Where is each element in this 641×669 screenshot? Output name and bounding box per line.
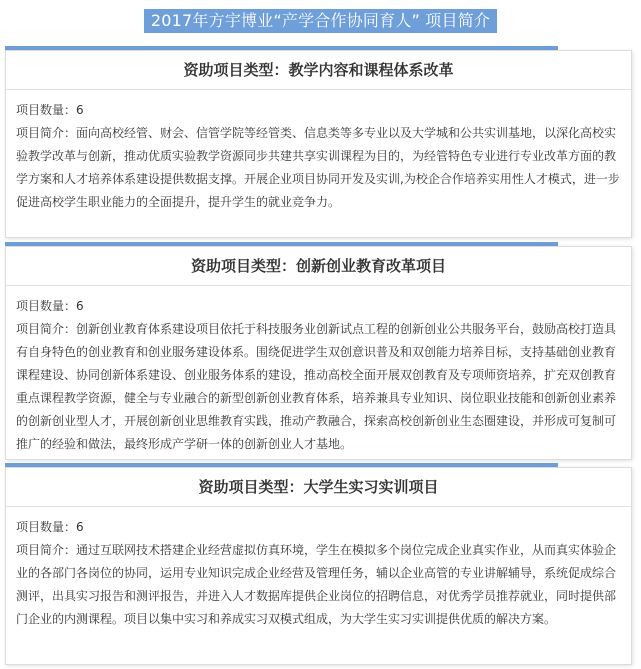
project-count-value: 6: [76, 520, 84, 534]
project-intro-label: 项目简介：: [16, 543, 77, 557]
project-intro-label: 项目简介：: [16, 126, 77, 140]
project-intro-row: [16, 318, 621, 456]
project-count-row: [16, 516, 621, 539]
section-header: 资助项目类型：教学内容和课程体系改革: [6, 51, 631, 90]
project-count-value: 6: [76, 299, 84, 313]
project-section-teaching-reform: [5, 46, 632, 238]
section-card: [5, 246, 632, 460]
project-intro-row: [16, 539, 621, 631]
project-count-label: 项目数量：: [16, 103, 77, 117]
project-intro-label: 项目简介：: [16, 322, 77, 336]
project-count-label: 项目数量：: [16, 520, 77, 534]
project-count-row: [16, 99, 621, 122]
project-section-innovation-entrepreneurship: [5, 242, 632, 460]
project-count-label: 项目数量：: [16, 299, 77, 313]
section-body: [6, 286, 631, 456]
page-title: 2017年方宇博业“产学合作协同育人” 项目简介: [144, 9, 497, 33]
section-card: [5, 467, 632, 665]
project-intro-text: 创新创业教育体系建设项目依托于科技服务业创新试点工程的创新创业公共服务平台，鼓励高校打造具有自身特色的创业教育和创业服务建设体系。围绕促进学生双创意识普及和双创能力培养目标，支持基础创业教育课程建设、协同创新体系建设、创业服务体系的建设，推动高校全面开展双创教育及专项师资培养，扩充双创教育重点课程教学资源，健全与专业融合的新型创新创业教育体系，培养兼具专业知识、岗位职业技能和创新创业素养的创新创业型人才，开展创新创业思维教育实践，推动产教融合，探索高校创新创业生态圈建设，并形成可复制可推广的经验和做法，最终形成产学研一体的创新创业人才基地。: [16, 322, 617, 451]
project-intro-text: 通过互联网技术搭建企业经营虚拟仿真环境，学生在模拟多个岗位完成企业真实作业，从而真实体验企业的各部门各岗位的协同，运用专业知识完成企业经营及管理任务，辅以企业高管的专业讲解辅导，系统促成综合测评，出具实习报告和测评报告，并进入人才数据库提供企业岗位的招聘信息，对优秀学员推荐就业，同时提供部门企业的内测课程。项目以集中实习和养成实习双模式组成，为大学生实习实训提供优质的解决方案。: [16, 543, 617, 626]
project-section-internship-training: [5, 463, 632, 665]
section-header: 资助项目类型：创新创业教育改革项目: [6, 247, 631, 286]
project-intro-text: 面向高校经管、财会、信管学院等经管类、信息类等多专业以及大学城和公共实训基地，以深化高校实验教学改革与创新，推动优质实验教学资源同步共建共享实训课程为目的，为经管特色专业进行专业改革方面的教学方案和人才培养体系建设提供数据支撑。开展企业项目协同开发及实训,为校企合作培养实用性人才模式，进一步促进高校学生职业能力的全面提升，提升学生的就业竞争力。: [16, 126, 620, 209]
section-body: [6, 90, 631, 214]
section-card: [5, 50, 632, 238]
project-count-row: [16, 295, 621, 318]
section-header: 资助项目类型：大学生实习实训项目: [6, 468, 631, 507]
page-title-wrap: [0, 9, 641, 33]
project-intro-row: [16, 122, 621, 214]
project-count-value: 6: [76, 103, 84, 117]
section-body: [6, 507, 631, 631]
